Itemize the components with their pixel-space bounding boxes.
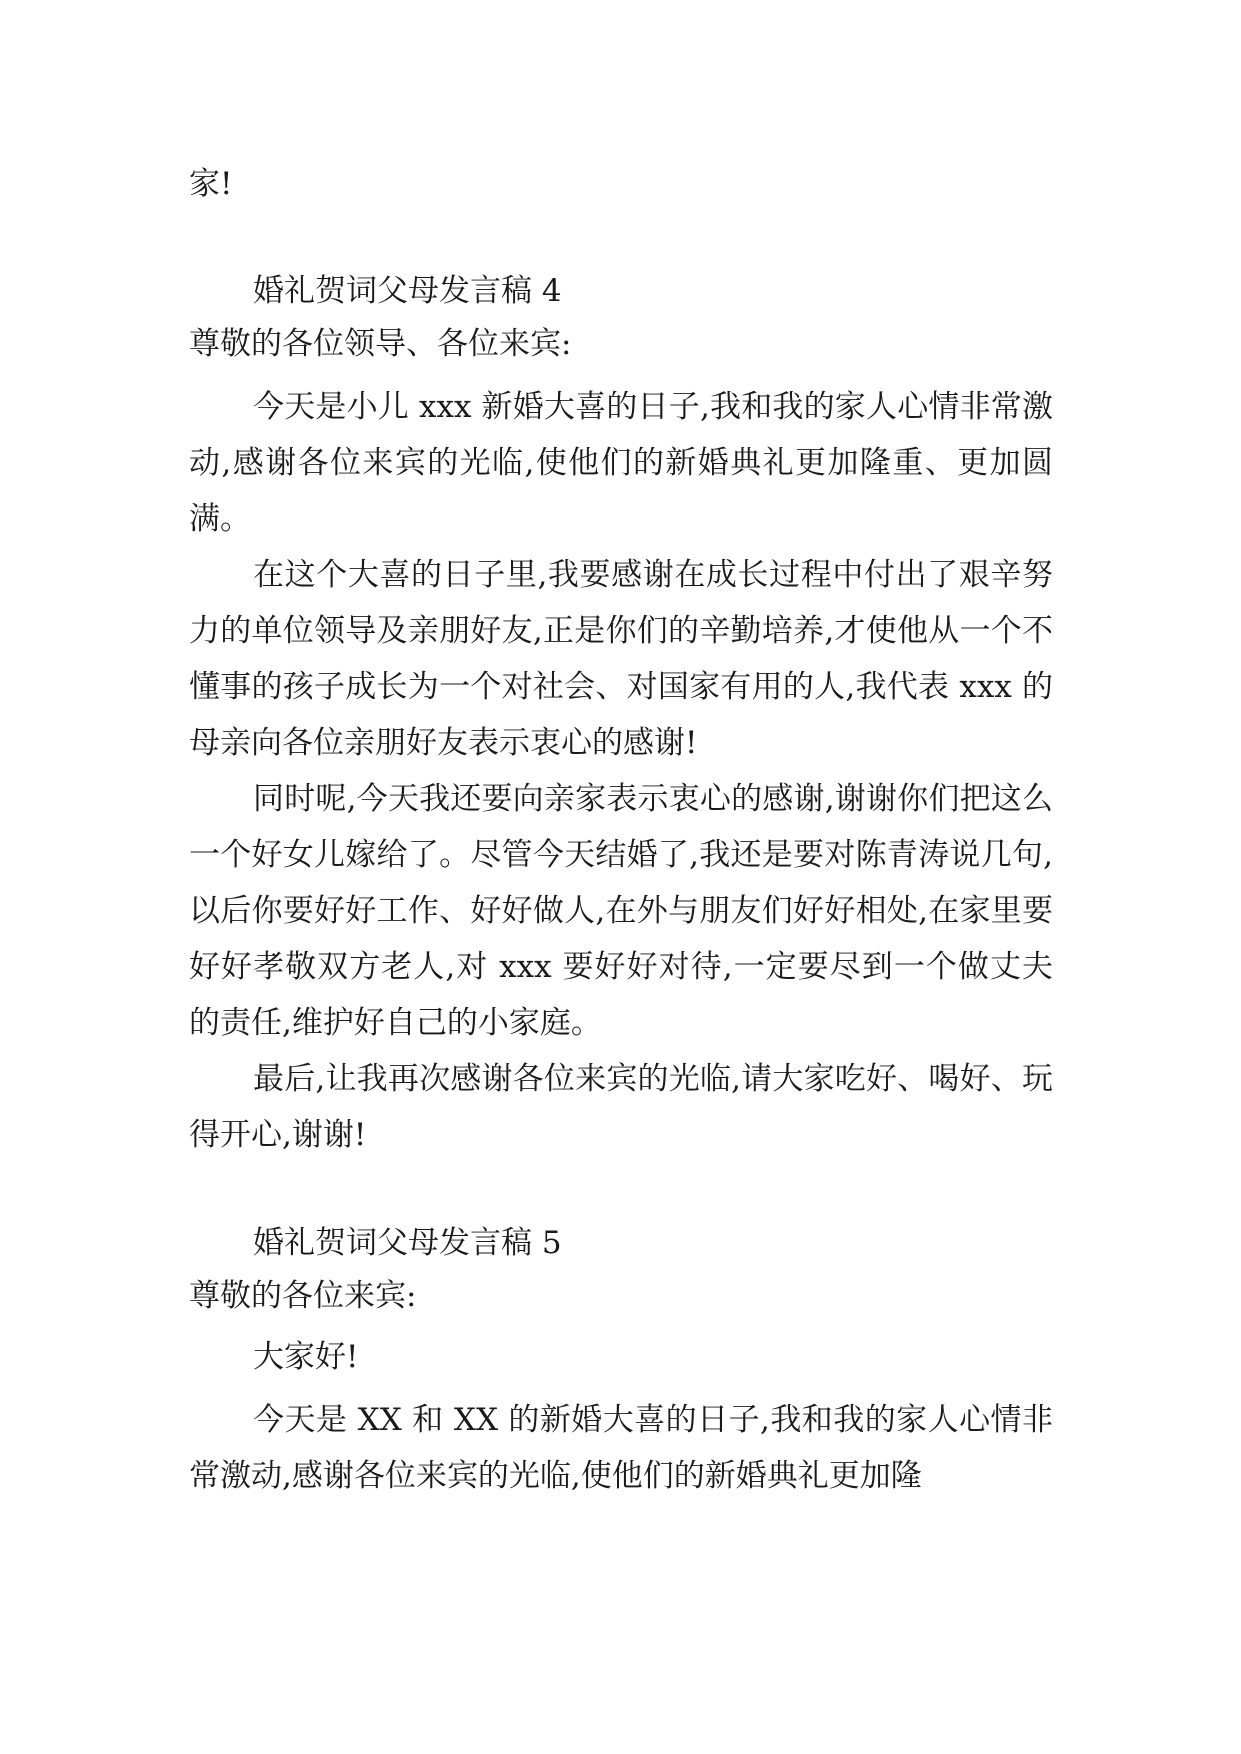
spacer: [189, 1323, 1053, 1331]
speech-5-section: [189, 1217, 1053, 1504]
spacer: [189, 371, 1053, 379]
speech-4-salutation: 尊敬的各位领导、各位来宾:: [189, 326, 572, 362]
spacer: [189, 1384, 1053, 1392]
speech-4-paragraph: 同时呢,今天我还要向亲家表示衷心的感谢,谢谢你们把这么一个好女儿嫁给了。尽管今天结婚了,我还是要对陈青涛说几句,以后你要好好工作、好好做人,在外与朋友们好好相处,在家里要好好孝敬双方老人,对 xxx 要好好对待,一定要尽到一个做丈夫的责任,维护好自己的小家庭。: [189, 781, 1053, 1041]
speech-5-title: 婚礼贺词父母发言稿 5: [253, 1225, 562, 1261]
carryover-line: 家!: [189, 166, 233, 202]
speech-4-paragraph: 今天是小儿 xxx 新婚大喜的日子,我和我的家人心情非常激动,感谢各位来宾的光临,使他们的新婚典礼更加隆重、更加圆满。: [189, 389, 1053, 537]
section-spacer: [189, 1163, 1053, 1217]
section-spacer: [189, 211, 1053, 265]
document-body: [189, 158, 1053, 1504]
speech-4-section: [189, 265, 1053, 1163]
speech-4-paragraph: 最后,让我再次感谢各位来宾的光临,请大家吃好、喝好、玩得开心,谢谢!: [189, 1061, 1053, 1153]
speech-5-greeting: 大家好!: [253, 1339, 359, 1375]
speech-4-paragraph: 在这个大喜的日子里,我要感谢在成长过程中付出了艰辛努力的单位领导及亲朋好友,正是你们的辛勤培养,才使他从一个不懂事的孩子成长为一个对社会、对国家有用的人,我代表 xxx 的母亲向各位亲朋好友表示衷心的感谢!: [189, 557, 1053, 761]
speech-5-paragraph: 今天是 XX 和 XX 的新婚大喜的日子,我和我的家人心情非常激动,感谢各位来宾的光临,使他们的新婚典礼更加隆: [189, 1402, 1053, 1494]
speech-5-salutation: 尊敬的各位来宾:: [189, 1278, 417, 1314]
speech-4-title: 婚礼贺词父母发言稿 4: [253, 273, 562, 309]
